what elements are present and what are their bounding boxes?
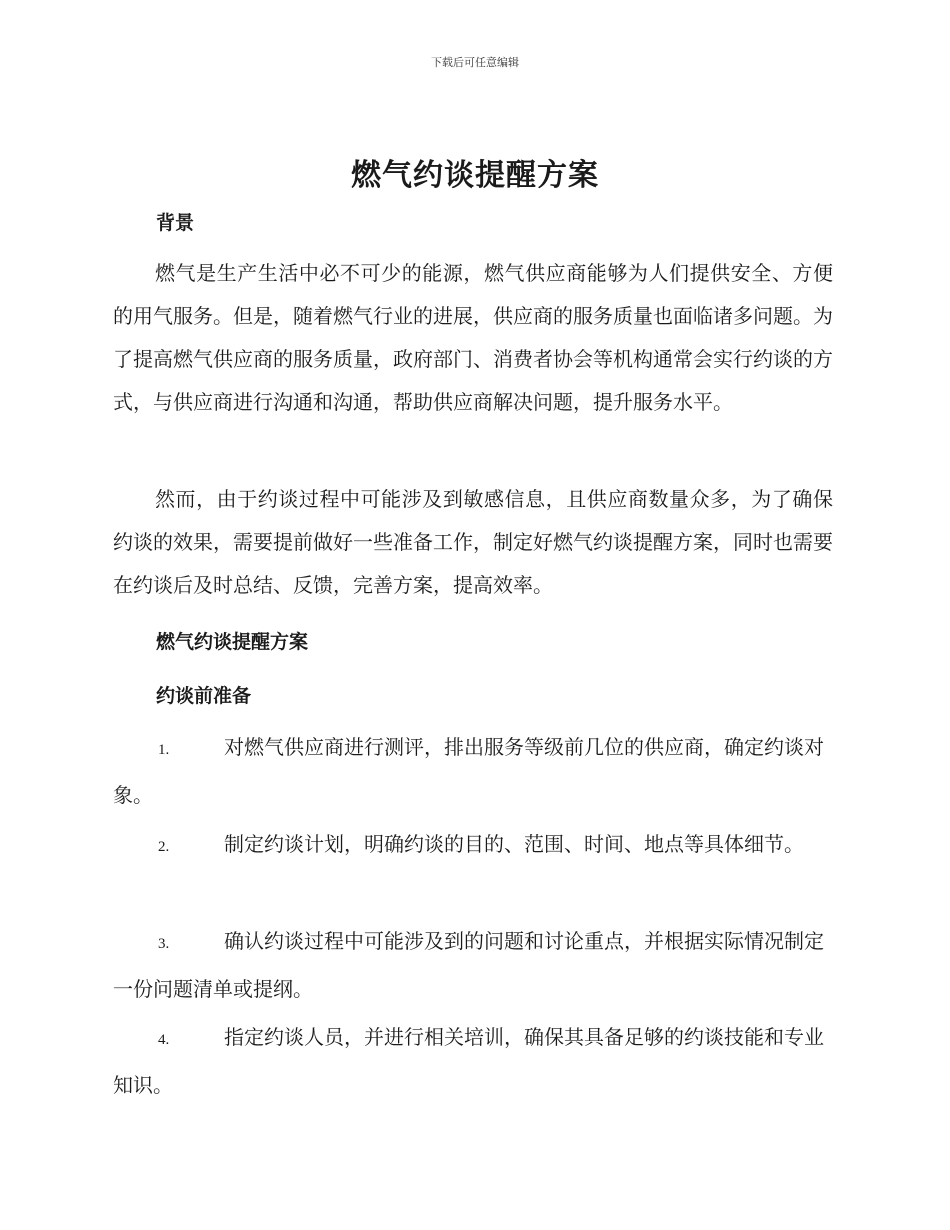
page-header-note: 下载后可任意编辑 <box>431 56 519 69</box>
list-item-number: 4. <box>158 1032 170 1048</box>
section-subheading-preparation: 约谈前准备 <box>156 685 252 707</box>
list-item <box>113 822 833 870</box>
paragraph-background-2: 然而，由于约谈过程中可能涉及到敏感信息，且供应商数量众多，为了确保约谈的效果，需要提前做好一些准备工作，制定好燃气约谈提醒方案，同时也需要在约谈后及时总结、反馈，完善方案，提高效率。 <box>113 487 833 597</box>
section-heading-plan: 燃气约谈提醒方案 <box>156 631 309 653</box>
list-item-text: 对燃气供应商进行测评，排出服务等级前几位的供应商，确定约谈对象。 <box>113 735 824 807</box>
list-item <box>113 725 833 818</box>
list-item-number: 1. <box>158 742 170 758</box>
list-item <box>113 1015 833 1108</box>
list-item-number: 2. <box>158 839 170 855</box>
list-item-text: 确认约谈过程中可能涉及到的问题和讨论重点，并根据实际情况制定一份问题清单或提纲。 <box>113 929 824 1001</box>
list-item <box>113 919 833 1012</box>
list-item-number: 3. <box>158 936 170 952</box>
list-item-text: 指定约谈人员，并进行相关培训，确保其具备足够的约谈技能和专业知识。 <box>113 1025 824 1097</box>
document-title: 燃气约谈提醒方案 <box>351 158 599 193</box>
list-item-text: 制定约谈计划，明确约谈的目的、范围、时间、地点等具体细节。 <box>224 832 804 856</box>
section-heading-background: 背景 <box>156 212 195 234</box>
paragraph-background-1: 燃气是生产生活中必不可少的能源，燃气供应商能够为人们提供安全、方便的用气服务。但是，随着燃气行业的进展，供应商的服务质量也面临诸多问题。为了提高燃气供应商的服务质量，政府部门、消费者协会等机构通常会实行约谈的方式，与供应商进行沟通和沟通，帮助供应商解决问题，提升服务水平。 <box>113 261 833 414</box>
